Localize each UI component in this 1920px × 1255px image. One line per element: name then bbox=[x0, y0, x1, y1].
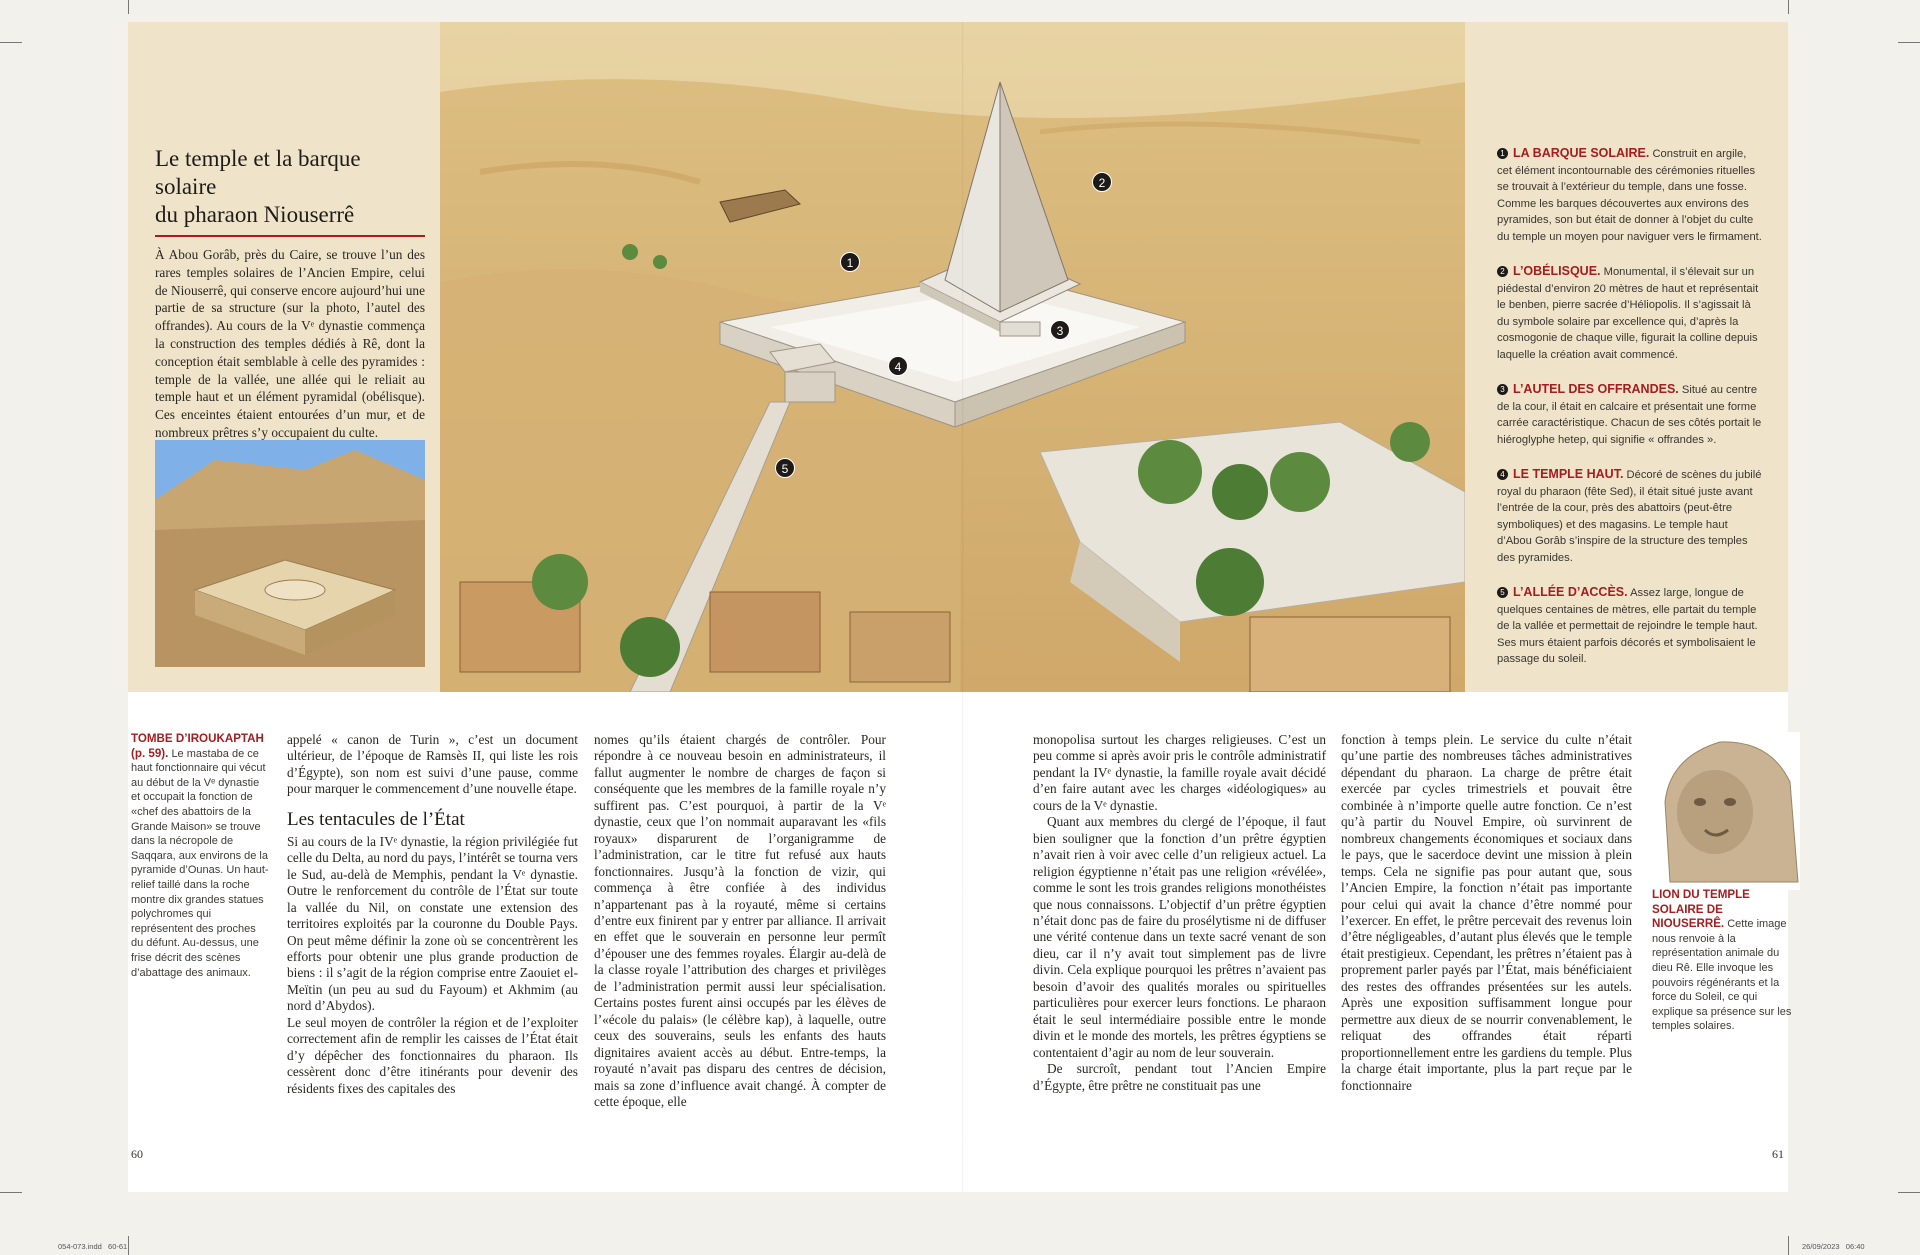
altar-photo-svg bbox=[155, 440, 425, 667]
paragraph: Quant aux membres du clergé de l’époque, il faut bien souligner que la fonction d’un prêtre égyptien n’avait rien à voir avec celle d’un religieux actuel. La religion égyptienne n’était pas une religion «révélée», comme le sont les trois grandes religions monothéistes que nous connaissons. L’objectif d’un prêtre égyptien n’était donc pas de faire du prosélytisme ni de diffuser une vérité contenue dans un texte sacré venant de son dieu, car il n’y avait tout simplement pas de livre divin. Cela explique pourquoi les prêtres n’avaient pas besoin d’avoir des qualités morales ou spirituelles particulières pour exercer leurs fonctions. Le pharaon était le seul intermédiaire possible entre le monde divin et le monde des mortels, les prêtres égyptiens se contentaient d’agir au nom de leur souverain. bbox=[1033, 814, 1326, 1060]
crop-mark bbox=[0, 1192, 22, 1193]
crop-mark bbox=[1788, 1236, 1789, 1255]
intro-title bbox=[155, 145, 425, 229]
intro-title-line2: du pharaon Niouserrê bbox=[155, 202, 355, 227]
marker-obelisk: 2 bbox=[1092, 172, 1112, 192]
slug-date: 26/09/2023 06:40 bbox=[1802, 1242, 1865, 1251]
legend-number: 3 bbox=[1497, 384, 1508, 395]
legend-text: Décoré de scènes du jubilé royal du pharaon (fête Sed), il était situé juste avant l’entrée de la cour, près des abattoirs (peut-être symboliques) et des magasins. Le temple haut d’Abou Gorâb s’inspire de la structure des temples des pyramides. bbox=[1497, 469, 1762, 564]
gutter-fold bbox=[962, 22, 964, 1192]
crop-mark bbox=[128, 0, 129, 14]
caption-iroukaptah bbox=[131, 732, 271, 980]
legend-title: LA BARQUE SOLAIRE. bbox=[1513, 146, 1650, 160]
slug-file: 054-073.indd 60-61 bbox=[58, 1242, 128, 1251]
legend-item bbox=[1497, 381, 1763, 448]
paragraph: appelé « canon de Turin », c’est un document ultérieur, de l’époque de Ramsès II, qui liste les rois d’Égypte), son nom est suivi d’une pause, comme pour marquer le commencement d’une nouvelle étape. bbox=[287, 732, 578, 797]
marker-causeway: 5 bbox=[775, 458, 795, 478]
altar-photo bbox=[155, 440, 425, 667]
legend-title: L’ALLÉE D’ACCÈS. bbox=[1513, 585, 1628, 599]
paragraph: monopolisa surtout les charges religieuses. C’est un peu comme si après avoir pris le contrôle administratif pendant la IVᵉ dynastie, la famille royale avait décidé d’en faire autant avec les charges «idéologiques» au cours de la Vᵉ dynastie. bbox=[1033, 732, 1326, 813]
paragraph: fonction à temps plein. Le service du culte n’était qu’une partie des nombreuses tâches administratives dépendant du pharaon. La charge de prêtre était exercée par cycles trimestriels et pouvait être combinée à n’importe quelle autre fonction. Ce n’est qu’à partir du Nouvel Empire, où survinrent de nombreux changements économiques et sociaux dans le pays, que le sacerdoce devint une mission à plein temps. Cela ne signifie pas pour autant que, sous l’Ancien Empire, la fonction n’était pas importante pour celui qui avait la chance d’être nommé pour l’exercer. En effet, le prêtre percevait des revenus loin d’être négligeables, d’autant plus élevés que le temple était prestigieux. Cependant, les prêtres n’étaient pas à proprement parler payés par l’État, mais bénéficiaient des restes des offrandes présentées sur les autels. Après une exposition suffisamment longue pour permettre aux dieux de se nourrir convenablement, le reliquat des offrandes était réparti proportionnellement entre les gardiens du temple. Plus la charge était importante, plus la part reçue par le fonctionnaire bbox=[1341, 732, 1632, 1093]
crop-mark bbox=[0, 42, 22, 43]
text-column-3 bbox=[1033, 732, 1326, 1094]
caption-title: LION DU TEMPLE SOLAIRE DE NIOUSERRÊ. bbox=[1652, 888, 1750, 931]
legend-item bbox=[1497, 584, 1763, 668]
legend-number: 1 bbox=[1497, 148, 1508, 159]
crop-mark bbox=[1788, 0, 1789, 14]
intro-block bbox=[155, 145, 425, 442]
text-column-4 bbox=[1341, 732, 1632, 1094]
title-rule bbox=[155, 235, 425, 237]
crop-mark bbox=[1898, 1192, 1920, 1193]
legend-number: 4 bbox=[1497, 469, 1508, 480]
paragraph: De surcroît, pendant tout l’Ancien Empire d’Égypte, être prêtre ne constituait pas une bbox=[1033, 1061, 1326, 1093]
legend-text: Monumental, il s’élevait sur un piédestal d’environ 20 mètres de haut et représentait le benben, pierre sacrée d’Héliopolis. Il s’agissait là du symbole solaire par excellence qui, d’après la cosmogonie de chaque ville, figurait la colline depuis laquelle la création avait commencé. bbox=[1497, 266, 1759, 361]
page-number-left: 60 bbox=[131, 1147, 143, 1161]
legend-number: 2 bbox=[1497, 266, 1508, 277]
legend-text: Construit en argile, cet élément incontournable des cérémonies rituelles se trouvait à l’extérieur du temple, dans une fosse. Comme les barques découvertes aux environs des pyramides, son but était de donner à l’objet du culte du temple un moyen pour naviguer vers le firmament. bbox=[1497, 148, 1762, 243]
legend-item bbox=[1497, 145, 1763, 245]
paragraph: Le seul moyen de contrôler la région et de l’exploiter correctement afin de remplir les caisses de l’État était d’y dépêcher des fonctionnaires du pharaon. Ils cessèrent donc d’être itinérants pour devenir des résidents fixes des capitales des bbox=[287, 1014, 578, 1096]
marker-barque: 1 bbox=[840, 252, 860, 272]
text-column-1 bbox=[287, 732, 578, 1097]
section-heading: Les tentacules de l’État bbox=[287, 808, 465, 830]
legend-text: Situé au centre de la cour, il était en calcaire et présentait une forme carrée caractéristique. Chacun de ses côtés portait le hiéroglyphe hetep, qui signifie « offrandes ». bbox=[1497, 384, 1762, 446]
legend-item bbox=[1497, 263, 1763, 363]
caption-text: Le mastaba de ce haut fonctionnaire qui vécut au début de la Vᵉ dynastie et occupait la fonction de «chef des abattoirs de la Grande Maison» se trouve dans la nécropole de Saqqara, aux environs de la pyramide d’Ounas. Un haut-relief taillé dans la roche montre dix grandes statues polychromes qui représentent des proches du défunt. Au-dessus, une frise décrit des scènes d’abattage des animaux. bbox=[131, 747, 269, 979]
legend-title: LE TEMPLE HAUT. bbox=[1513, 467, 1624, 481]
intro-title-line1: Le temple et la barque solaire bbox=[155, 146, 361, 199]
legend-number: 5 bbox=[1497, 587, 1508, 598]
legend bbox=[1497, 145, 1763, 686]
legend-item bbox=[1497, 466, 1763, 566]
caption-title: TOMBE D’IROUKAPTAH (p. 59). bbox=[131, 732, 264, 760]
legend-title: L’OBÉLISQUE. bbox=[1513, 264, 1601, 278]
text-column-2 bbox=[594, 732, 886, 1110]
page-number-right: 61 bbox=[1772, 1147, 1784, 1161]
lion-statue-svg bbox=[1650, 732, 1800, 890]
paragraph: Si au cours de la IVᵉ dynastie, la région privilégiée fut celle du Delta, au nord du pays, l’intérêt se tourna vers le Sud, au-delà de Memphis, pendant la Vᵉ dynastie. Outre le renforcement du contrôle de l’État sur toute la vallée du Nil, on constate une extension des territoires exploités par la couronne du Double Pays. On peut même définir la zone où se concentrèrent les efforts pour obtenir une plus grande production de biens : il s’agit de la région comprise entre Zaouiet el-Meïtin (un peu au sud du Fayoum) et Akhmim (au nord d’Abydos). bbox=[287, 833, 578, 1014]
paragraph: nomes qu’ils étaient chargés de contrôler. Pour répondre à ce nouveau besoin en administrateurs, il fallut augmenter le nombre de charges de façon si conséquente que les membres de la famille royale n’y suffirent pas. C’est pourquoi, à partir de la Vᵉ dynastie, ceux que l’on nommait auparavant les «fils royaux» disparurent de l’organigramme de l’administration, car le titre fut refusé aux hauts fonctionnaires. Jusqu’à la fonction de vizir, qui commença à être confiée à des individus n’appartenant pas à la royauté, même si certains d’entre eux finirent par y entrer par alliance. Il arrivait en effet que le souverain en personne leur permît d’épouser une des femmes royales. Élargir au-delà de la classe royale l’attribution des charges et privilèges de l’administration permit aussi leur spécialisation. Certains postes furent ainsi occupés par les élèves de l’«école du palais» (le célèbre kap), à laquelle, outre ceux des souverains, seuls les enfants des hauts dignitaires avaient accès au début. Entre-temps, la royauté n’avait pas disparu des centres de décision, mais sa zone d’influence avait changé. À compter de cette époque, elle bbox=[594, 732, 886, 1109]
caption-lion bbox=[1652, 888, 1798, 1034]
marker-altar: 3 bbox=[1050, 320, 1070, 340]
legend-text: Assez large, longue de quelques centaines de mètres, elle partait du temple de la vallée et permettait de rejoindre le temple haut. Ses murs étaient parfois décorés et symbolisaient le passage du soleil. bbox=[1497, 587, 1758, 665]
intro-body: À Abou Gorâb, près du Caire, se trouve l’un des rares temples solaires de l’Ancien Empire, celui de Niouserrê, qui conserve encore aujourd’hui une partie de sa structure (sur la photo, l’autel des offrandes). Au cours de la Vᵉ dynastie commença la construction des temples dédiés à Rê, dont la conception était semblable à celle des pyramides : temple de la vallée, une allée qui le reliait au temple haut et un élément pyramidal (obélisque). Ces enceintes étaient entourées d’un mur, et de nombreux prêtres s’y occupaient du culte. bbox=[155, 247, 425, 440]
marker-upper-temple: 4 bbox=[888, 356, 908, 376]
legend-title: L’AUTEL DES OFFRANDES. bbox=[1513, 382, 1679, 396]
sun-temple-illustration bbox=[440, 22, 1465, 692]
crop-mark bbox=[1898, 42, 1920, 43]
crop-mark bbox=[128, 1236, 129, 1255]
lion-statue-photo bbox=[1650, 732, 1800, 890]
caption-text: Cette image nous renvoie à la représentation animale du dieu Rê. Elle invoque les pouvoirs régénérants et la force du Soleil, ce qui explique sa présence sur les temples solaires. bbox=[1652, 918, 1792, 1033]
temple-illustration-svg bbox=[440, 22, 1465, 692]
